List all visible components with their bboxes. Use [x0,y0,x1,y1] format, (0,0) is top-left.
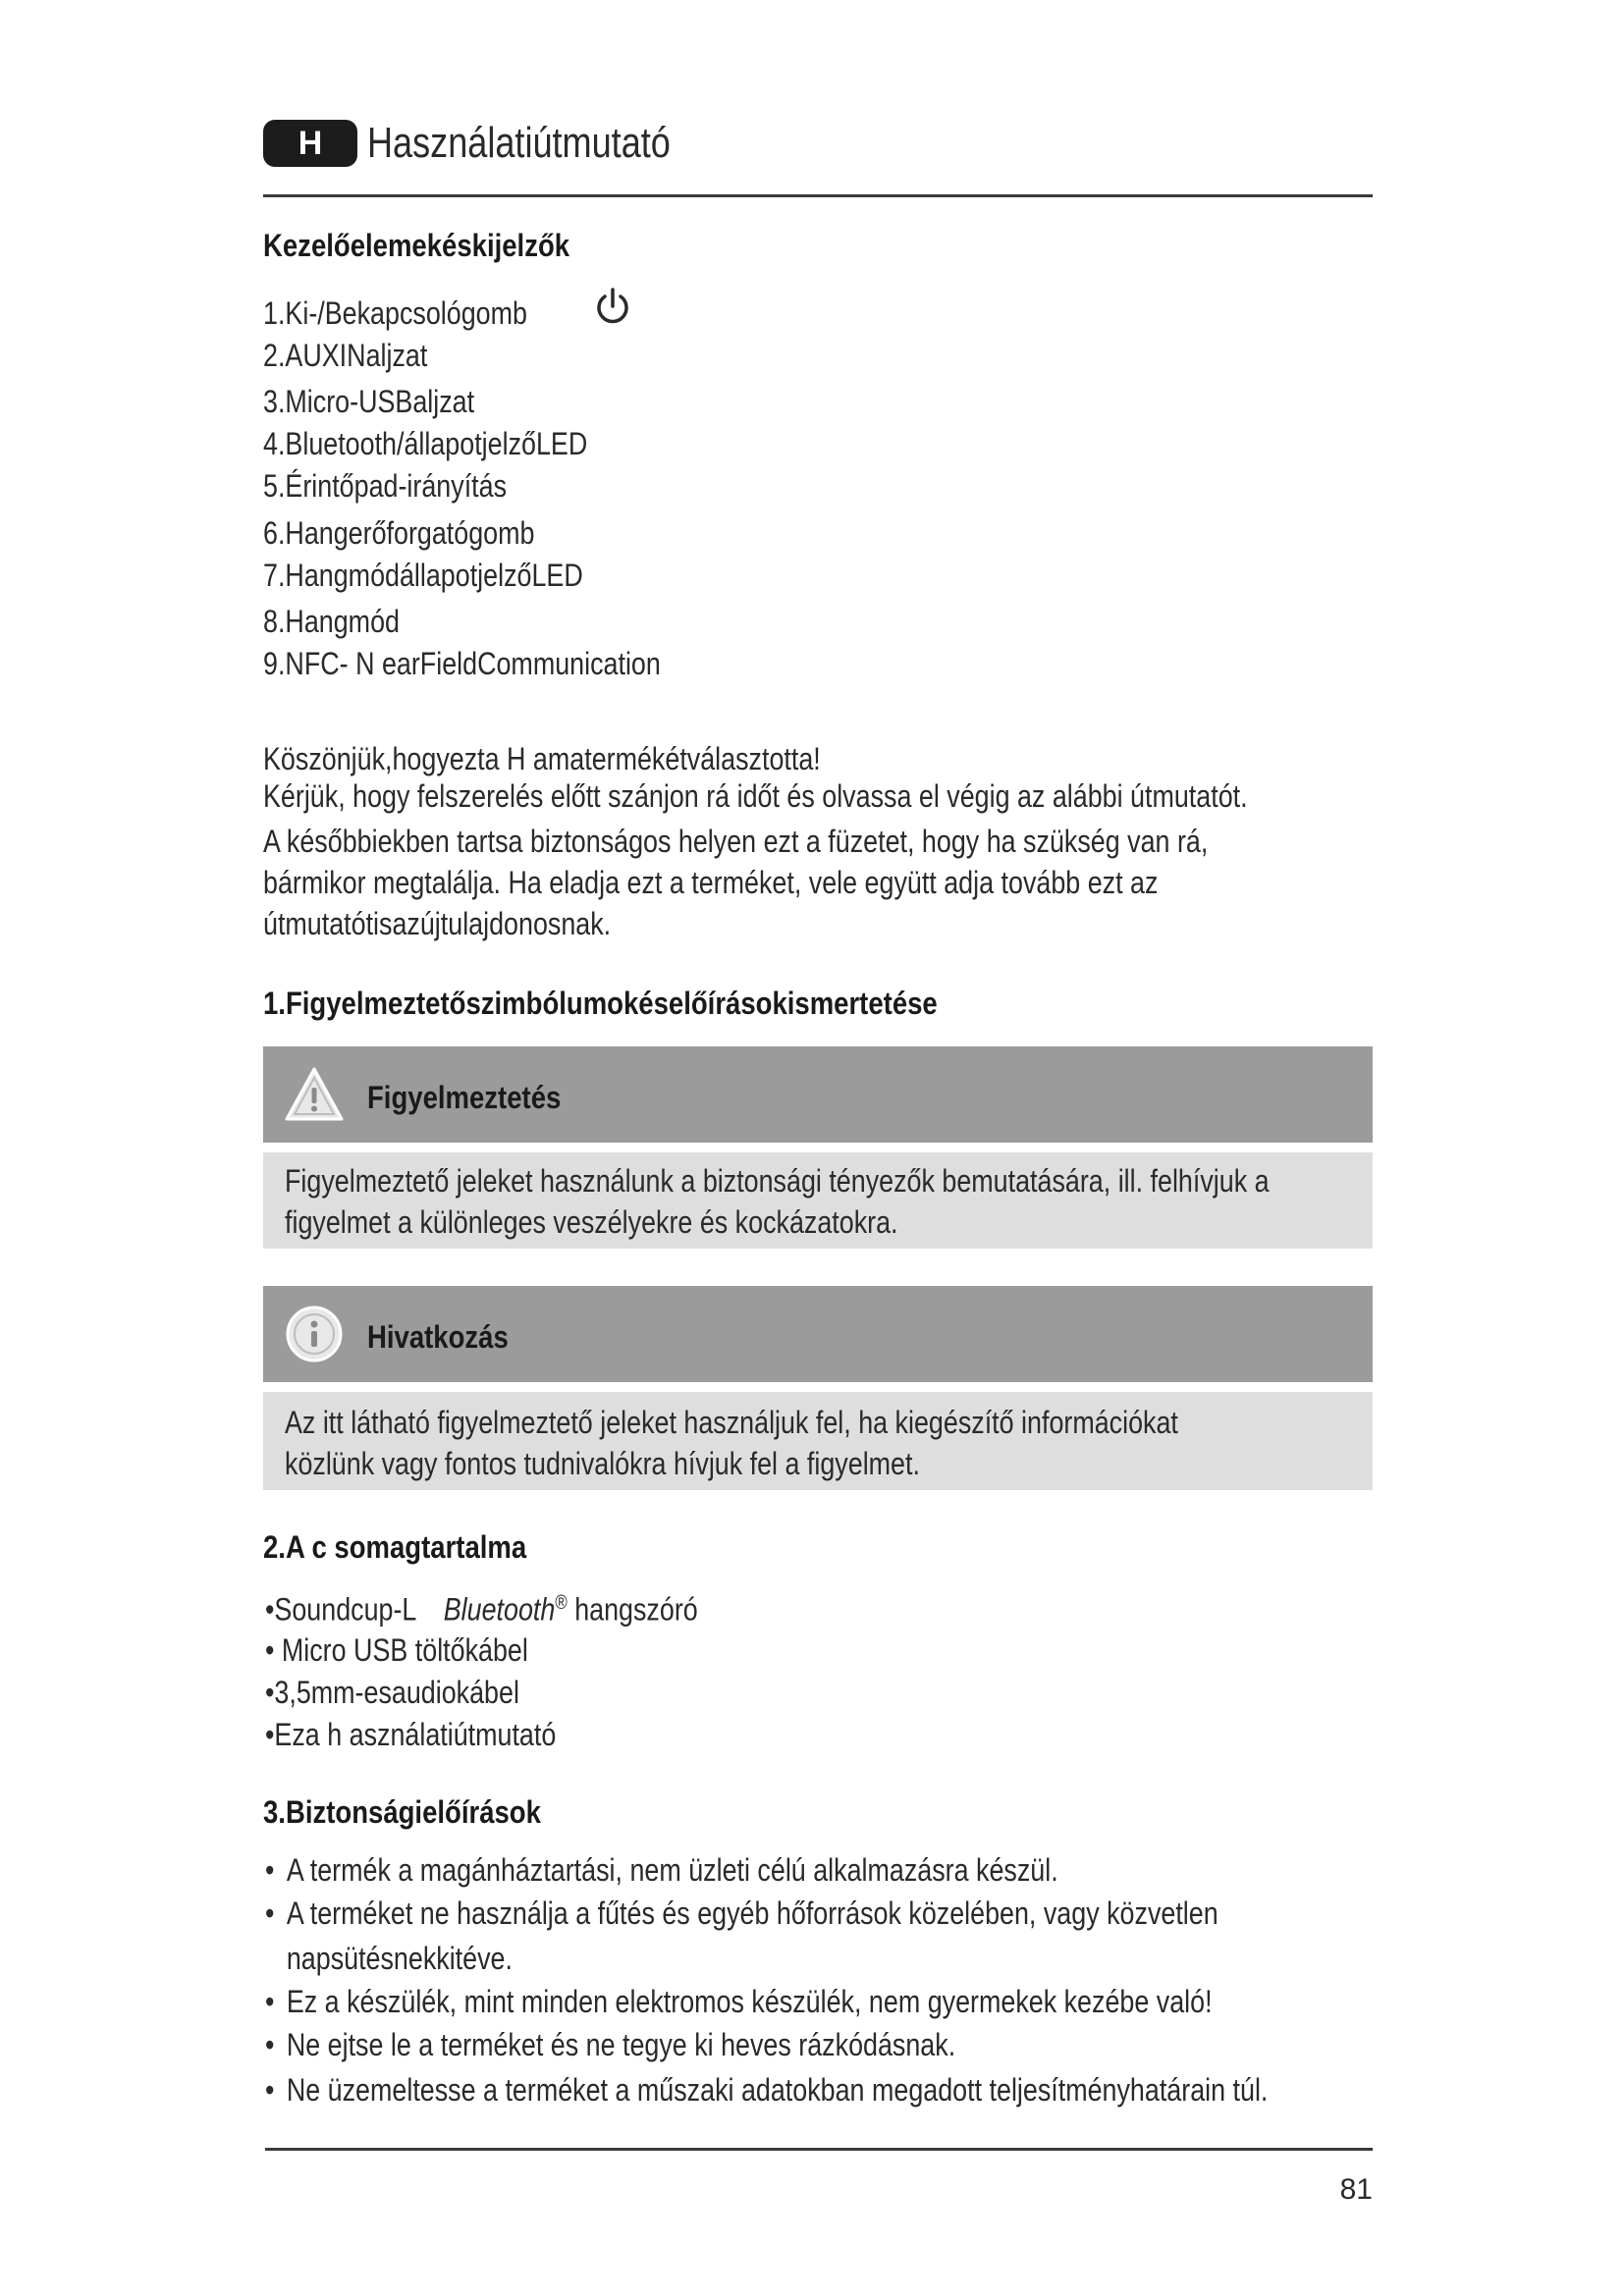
safety-item-continuation: napsütésnekkitéve. [286,1941,513,1976]
controls-item: 1.Ki-/Bekapcsológomb [263,295,527,331]
controls-item: 8.Hangmód [263,604,400,639]
bluetooth-brand: Bluetooth [443,1591,556,1628]
intro-line: A későbbiekben tartsa biztonságos helyen ezt a füzetet, hogy ha szükség van rá, [263,824,1209,859]
safety-item: • Ne üzemeltesse a terméket a műszaki adatokban megadott teljesítményhatárain túl. [265,2072,1269,2108]
section1-heading: 1.Figyelmeztetőszimbólumokéselőírásokismertetése [263,986,938,1021]
controls-item: 9.NFC- N earFieldCommunication [263,646,661,681]
language-badge: H [263,120,357,167]
footer-divider [265,2148,1373,2151]
controls-heading: Kezelőelemekéskijelzők [263,228,570,263]
package-item [265,1584,698,1629]
package-item: •Eza h asználatiútmutató [265,1717,557,1752]
safety-item: • A termék a magánháztartási, nem üzleti célú alkalmazásra készül. [265,1852,1058,1888]
safety-item: • Ne ejtse le a terméket és ne tegye ki heves rázkódásnak. [265,2027,956,2062]
controls-item: 6.Hangerőforgatógomb [263,515,535,551]
warning-triangle-icon [283,1064,346,1125]
intro-line: útmutatótisazújtulajdonosnak. [263,906,612,941]
intro-line: Kérjük, hogy felszerelés előtt szánjon rá időt és olvassa el végig az alábbi útmutatót. [263,778,1248,814]
controls-item: 3.Micro-USBaljzat [263,384,475,419]
note-title: Hivatkozás [367,1319,509,1355]
note-box-header [263,1286,1373,1382]
section2-heading: 2.A c somagtartalma [263,1529,527,1565]
note-text-line: közlünk vagy fontos tudnivalókra hívjuk fel a figyelmet. [285,1446,920,1481]
package-item: •3,5mm-esaudiokábel [265,1675,519,1710]
warning-title: Figyelmeztetés [367,1080,562,1115]
note-box-body [263,1392,1373,1490]
registered-mark: ® [555,1592,568,1614]
intro-line: bármikor megtalálja. Ha eladja ezt a terméket, vele együtt adja tovább ezt az [263,865,1159,900]
controls-item: 7.HangmódállapotjelzőLED [263,558,583,593]
power-icon [595,287,630,326]
warning-box-header [263,1046,1373,1143]
safety-item: • A terméket ne használja a fűtés és egyéb hőforrások közelében, vagy közvetlen [265,1896,1218,1931]
page-title: Használatiútmutató [367,119,671,167]
page-header [263,118,737,169]
controls-item: 5.Érintőpad-irányítás [263,468,508,504]
page-number: 81 [1339,2173,1373,2206]
package-item-prefix: •Soundcup-L [265,1591,416,1628]
info-circle-icon [283,1304,346,1364]
section3-heading: 3.Biztonságielőírások [263,1794,541,1830]
package-item-suffix: hangszóró [574,1591,698,1628]
intro-line: Köszönjük,hogyezta H amatermékétválasztotta! [263,741,821,776]
header-divider [263,194,1373,197]
controls-item: 2.AUXINaljzat [263,338,428,373]
warning-text-line: figyelmet a különleges veszélyekre és kockázatokra. [285,1204,898,1240]
warning-box-body [263,1152,1373,1249]
controls-item: 4.Bluetooth/állapotjelzőLED [263,426,588,461]
safety-item: • Ez a készülék, mint minden elektromos készülék, nem gyermekek kezébe való! [265,1984,1213,2019]
warning-text-line: Figyelmeztető jeleket használunk a biztonsági tényezők bemutatására, ill. felhívjuk a [285,1163,1270,1199]
note-text-line: Az itt látható figyelmeztető jeleket használjuk fel, ha kiegészítő információkat [285,1405,1178,1440]
package-item: • Micro USB töltőkábel [265,1632,528,1668]
